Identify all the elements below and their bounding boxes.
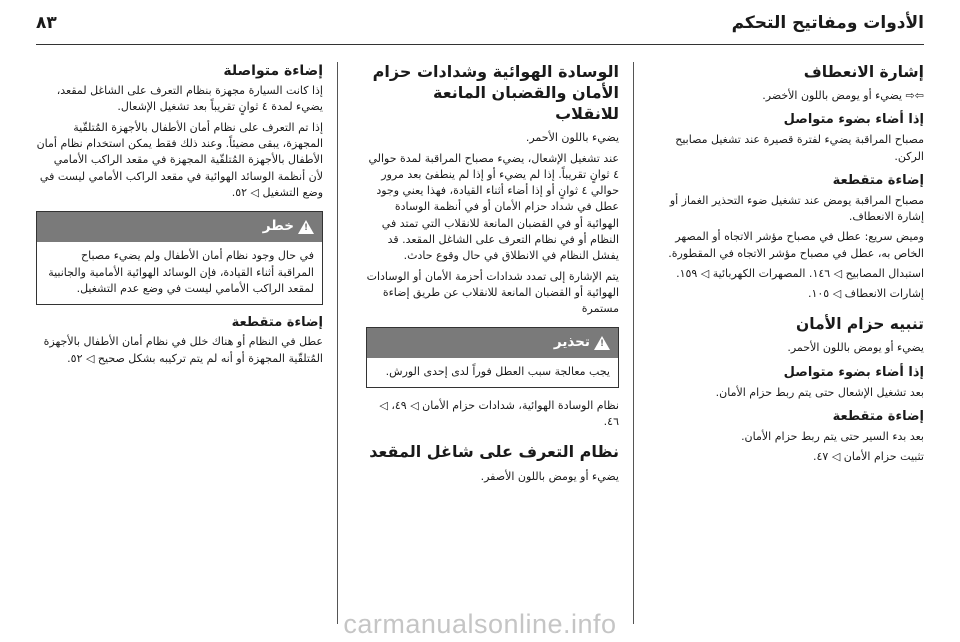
seatbelt-text: يضيء أو يومض باللون الأحمر. <box>787 341 924 355</box>
danger-body: في حال وجود نظام أمان الأطفال ولم يضيء مصباح المراقبة أثناء القيادة، فإن الوسائد الهوائية الأمامية والجانبية لمقعد الراكب الأمامي ليست في وضع عدم التشغيل. <box>48 249 314 296</box>
heading-belt-flashing: إضاءة متقطعة <box>832 408 924 424</box>
heading-left-flashing: إضاءة متقطعة <box>231 314 323 330</box>
warning-body: يجب معالجة سبب العطل فوراً لدى إحدى الورش. <box>385 365 610 379</box>
heading-continuous-light: إضاءة متواصلة <box>223 63 323 79</box>
column-right <box>648 62 924 624</box>
heading-steady-light: إذا أضاء بضوء متواصل <box>783 112 924 128</box>
page-number: ٨٣ <box>36 13 57 33</box>
warning-header <box>367 328 618 358</box>
warning-triangle-icon <box>594 336 610 350</box>
danger-box <box>36 211 323 304</box>
page-header <box>36 8 924 38</box>
continuous-text-2: إذا تم التعرف على نظام أمان الأطفال بالأجهزة المُتلقّية المجهزة، يبقى مضيئاً. وعند ذلك فقط يمكن استخدام نظام أمان الأطفال بالأجهزة المُتلقّية المجهزة في مقعد الراكب الأمامي لأن أنظمة الوسائد الهوائية في مقعد الراكب الأمامي ليست في وضع التشغيل ◁ ٥٢. <box>36 120 323 199</box>
heading-belt-steady: إذا أضاء بضوء متواصل <box>783 364 924 380</box>
steady-light-text: مصباح المراقبة يضيء لفترة قصيرة عند تشغيل مصابيح الركن. <box>675 133 924 163</box>
airbag-text-1: يضيء باللون الأحمر. <box>525 131 619 145</box>
column-left <box>36 62 338 624</box>
warning-title: تحذير <box>553 334 590 351</box>
danger-title: خطر <box>262 218 294 235</box>
flashing-text-2: وميض سريع: عطل في مصباح مؤشر الاتجاه أو المصهر الخاص به، عطل في مصباح مؤشر الاتجاه في المقطورة. <box>668 230 924 260</box>
heading-seatbelt-reminder: تنبيه حزام الأمان <box>796 315 924 334</box>
watermark: carmanualsonline.info <box>343 609 617 639</box>
header-divider <box>36 44 924 45</box>
warning-box <box>366 327 619 387</box>
danger-triangle-icon <box>298 220 314 234</box>
danger-header <box>37 212 322 242</box>
turn-signal-text: ⇦⇨ يضيء أو يومض باللون الأخضر. <box>762 89 924 103</box>
belt-steady-text: بعد تشغيل الإشعال حتى يتم ربط حزام الأمان. <box>715 385 924 399</box>
heading-occupant-detection: نظام التعرف على شاغل المقعد <box>369 442 619 462</box>
left-flashing-text: عطل في النظام أو هناك خلل في نظام أمان الأطفال بالأجهزة المُتلقّية المجهزة أو أنه لم يتم تركيبه بشكل صحيح ◁ ٥٢. <box>43 335 323 365</box>
belt-flashing-text-2: تثبيت حزام الأمان ◁ ٤٧. <box>813 450 924 464</box>
airbag-text-2: عند تشغيل الإشعال، يضيء مصباح المراقبة لمدة حوالي ٤ ثوانٍ تقريباً. إذا لم يضيء أو إذا لم ينطفئ بعد مرور حوالي ٤ ثوانٍ أو إذا أضاء أثناء القيادة، فهذا يعني وجود عطل في شداد حزام الأمان أو في أنظمة الوسادة الهوائية أو في القضبان المانعة للانقلاب التي تمتد في النظام أو في نظام التعرف على الشاغل المقعد. قد يفشل النظام في الانطلاق في حال وقوع حادث. <box>368 151 619 263</box>
page-title: الأدوات ومفاتيح التحكم <box>731 13 924 33</box>
flashing-text-4: إشارات الانعطاف ◁ ١٠٥. <box>807 287 924 301</box>
heading-flashing: إضاءة متقطعة <box>832 172 924 188</box>
airbag-text-3: يتم الإشارة إلى تمدد شدادات أحزمة الأمان أو الوسادات الهوائية أو القضبان المانعة للانقلاب عن طريق إضاءة مستمرة <box>366 269 619 316</box>
flashing-text-3: استبدال المصابيح ◁ ١٤٦. المصهرات الكهربائية ◁ ١٥٩. <box>676 266 924 280</box>
belt-flashing-text-1: بعد بدء السير حتى يتم ربط حزام الأمان. <box>741 429 924 443</box>
column-middle <box>352 62 634 624</box>
heading-airbag: الوسادة الهوائية وشدادات حزام الأمان والقضبان المانعة للانقلاب <box>372 62 619 123</box>
continuous-text-1: إذا كانت السيارة مجهزة بنظام التعرف على الشاغل لمقعد، يضيء لمدة ٤ ثوانٍ تقريباً بعد تشغيل الإشعال. <box>56 84 323 114</box>
heading-turn-signal: إشارة الانعطاف <box>803 63 924 81</box>
occupant-detection-text: يضيء أو يومض باللون الأصفر. <box>480 470 619 484</box>
airbag-text-4: نظام الوسادة الهوائية، شدادات حزام الأمان ◁ ٤٩، ◁ ٤٦. <box>379 398 619 429</box>
flashing-text-1: مصباح المراقبة يومض عند تشغيل ضوء التحذير الغماز أو إشارة الانعطاف. <box>669 193 924 223</box>
